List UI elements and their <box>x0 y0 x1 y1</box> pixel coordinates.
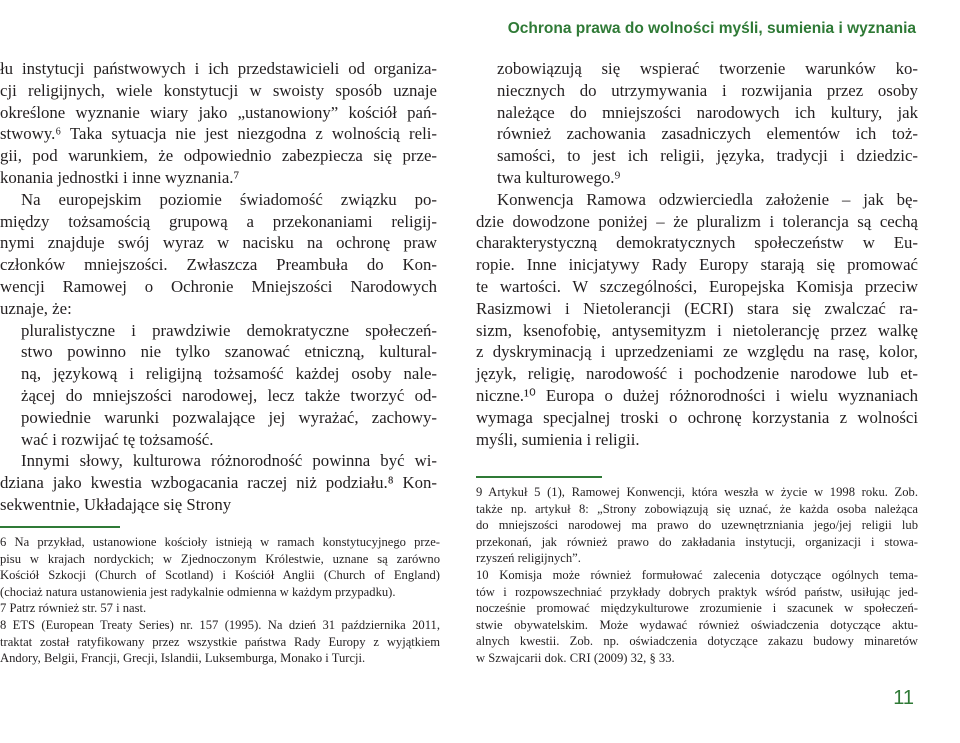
footnotes-left <box>0 534 440 667</box>
body-line: określone wyznanie wiary jako „ustanowiony” kościół pań- <box>0 102 437 122</box>
quote-line: twa kulturowego.⁹ <box>497 167 621 187</box>
footnote-line: 8 ETS (European Treaty Series) nr. 157 (1995). Na dzień 31 października 2011, <box>0 617 440 632</box>
footnote-line: do mniejszości narodowej ma prawo do uzewnętrzniania jego/jej religii lub <box>476 518 918 533</box>
quote-line: ną, językową i religijną tożsamość każdej osoby nale- <box>21 364 437 384</box>
body-line: wymaga specjalnej troski o ochronę korzystania z wolności <box>476 407 918 427</box>
page-number: 11 <box>893 687 914 709</box>
footnotes-right <box>476 484 918 667</box>
footnote-line: pisu w krajach nordyckich; w Zjednoczonym Królestwie, uznane są zarówno <box>0 551 440 566</box>
body-line: Rasizmowi i Nietolerancji (ECRI) stara się zwalczać ra- <box>476 298 918 318</box>
footnote-line: 9 Artykuł 5 (1), Ramowej Konwencji, która weszła w życie w 1998 roku. Zob. <box>476 485 918 499</box>
footnote-line: stwie obywatelskim. Może wydawać również oświadczenia dotyczące aktu- <box>476 617 918 632</box>
body-line: nymi znajduje swój wyraz w nacisku na ochronę praw <box>0 233 437 253</box>
body-line: Innymi słowy, kulturowa różnorodność powinna być wi- <box>21 451 437 471</box>
quote-line: pluralistyczne i prawdziwie demokratyczne społeczeń- <box>21 320 437 340</box>
quote-line: żącej do mniejszości narodowej, lecz także tworzyć od- <box>21 385 437 405</box>
footnote-line: także np. artykuł 8: „Strony zobowiązują się uznać, że każda osoba należąca <box>476 501 918 516</box>
body-line: sekwentnie, Układające się Strony <box>0 494 232 514</box>
quote-line: należące do mniejszości narodowych ich kultury, jak <box>497 102 918 122</box>
body-line: sizm, ksenofobię, antysemityzm i nietolerancję przez walkę <box>476 320 918 340</box>
left-column <box>0 58 437 516</box>
quote-line: samości, to jest ich religii, języka, tradycji i dziedzic- <box>497 146 918 166</box>
body-line: uznaje, że: <box>0 298 72 318</box>
body-line: łu instytucji państwowych i ich przedstawicieli od organiza- <box>0 59 437 78</box>
body-line: członków mniejszości. Zwłaszcza Preambuła do Kon- <box>0 255 437 275</box>
footnote-line: nocześnie promować międzykulturowe zrozumienie i szacunek w społeczeń- <box>476 601 918 616</box>
right-column <box>476 58 918 450</box>
body-line: dziana jako kwestia wzbogacania raczej niż podziału.⁸ Kon- <box>0 473 437 493</box>
body-line: te wartości. W szczególności, Europejska Komisja przeciw <box>476 276 918 296</box>
footnote-line: przekonań, jak również prawo do zakładania instytucji, organizacji i stowa- <box>476 534 918 549</box>
footnote-line: w Szwajcarii dok. CRI (2009) 32, § 33. <box>476 650 675 665</box>
body-line: charakterystyczną demokratycznych społeczeństw w Eu- <box>476 233 918 253</box>
body-line: niczne.¹⁰ Europa o dużej różnorodności i wielu wyznaniach <box>476 385 918 405</box>
quote-line: niecznych do utrzymywania i rozwijania przez osoby <box>497 80 918 100</box>
body-line: myśli, sumienia i religii. <box>476 429 640 449</box>
body-line: cji religijnych, wiele konstytucji w swoisty sposób uznaje <box>0 80 437 100</box>
body-line: wencji Ramowej o Ochronie Mniejszości Narodowych <box>0 276 437 296</box>
body-line: ropie. Inne inicjatywy Rady Europy starają się promować <box>476 255 918 275</box>
body-line: z dyskryminacją i uprzedzeniami ze względu na rasę, kolor, <box>476 342 918 362</box>
quote-line: wać i rozwijać tę tożsamość. <box>21 429 214 449</box>
footnote-line: 10 Komisja może również formułować zalecenia dotyczące ogólnych tema- <box>476 567 918 582</box>
body-line: Konwencja Ramowa odzwierciedla założenie – jak bę- <box>497 189 918 209</box>
quote-line: również zachowania zasadniczych elementów ich toż- <box>497 124 918 144</box>
body-line: gii, pod warunkiem, że odpowiednio zabezpiecza się prze- <box>0 146 437 166</box>
footnote-line: rzyszeń religijnych”. <box>476 551 581 566</box>
quote-line: zobowiązują się wspierać tworzenie warunków ko- <box>497 59 918 78</box>
footnote-line: Kościół Szkocji (Church of Scotland) i Kościół Anglii (Church of England) <box>0 568 440 583</box>
footnote-line: alnych kwestii. Zob. np. oświadczenia dotyczące zakazu budowy minaretów <box>476 634 918 649</box>
quote-line: stwo powinno nie tylko szanować etniczną, kultural- <box>21 342 437 362</box>
footnote-line: tów i rozpowszechniać przykłady dobrych praktyk wśród państw, usiłując jed- <box>476 584 918 599</box>
quote-line: powiednie warunki pozwalające jej wyrażać, zachowy- <box>21 407 437 427</box>
footnote-line: 7 Patrz również str. 57 i nast. <box>0 601 147 616</box>
running-header: Ochrona prawa do wolności myśli, sumienia i wyznania <box>507 20 916 37</box>
footnote-line: 6 Na przykład, ustanowione kościoły istnieją w ramach konstytucyjnego prze- <box>0 535 440 549</box>
footnote-separator <box>0 526 120 528</box>
body-line: dzie dowodzone poniżej – że pluralizm i tolerancja są cechą <box>476 211 918 231</box>
body-line: konania jednostki i inne wyznania.⁷ <box>0 167 240 187</box>
footnote-separator <box>476 476 602 478</box>
footnote-line: Andory, Belgii, Francji, Grecji, Islandii, Luksemburga, Monako i Turcji. <box>0 651 366 666</box>
body-line: Na europejskim poziomie świadomość związku po- <box>21 189 437 209</box>
body-line: język, religię, narodowość i pochodzenie narodowe lub et- <box>476 364 918 384</box>
body-line: między tożsamością grupową a przekonaniami religij- <box>0 211 437 231</box>
footnote-line: (chociaż natura ustanowienia jest radykalnie odmienna w każdym przypadku). <box>0 584 396 599</box>
footnote-line: traktat został ratyfikowany przez wszystkie państwa Rady Europy z wyjątkiem <box>0 634 440 649</box>
body-line: stwowy.⁶ Taka sytuacja nie jest niezgodna z wolnością reli- <box>0 124 437 144</box>
